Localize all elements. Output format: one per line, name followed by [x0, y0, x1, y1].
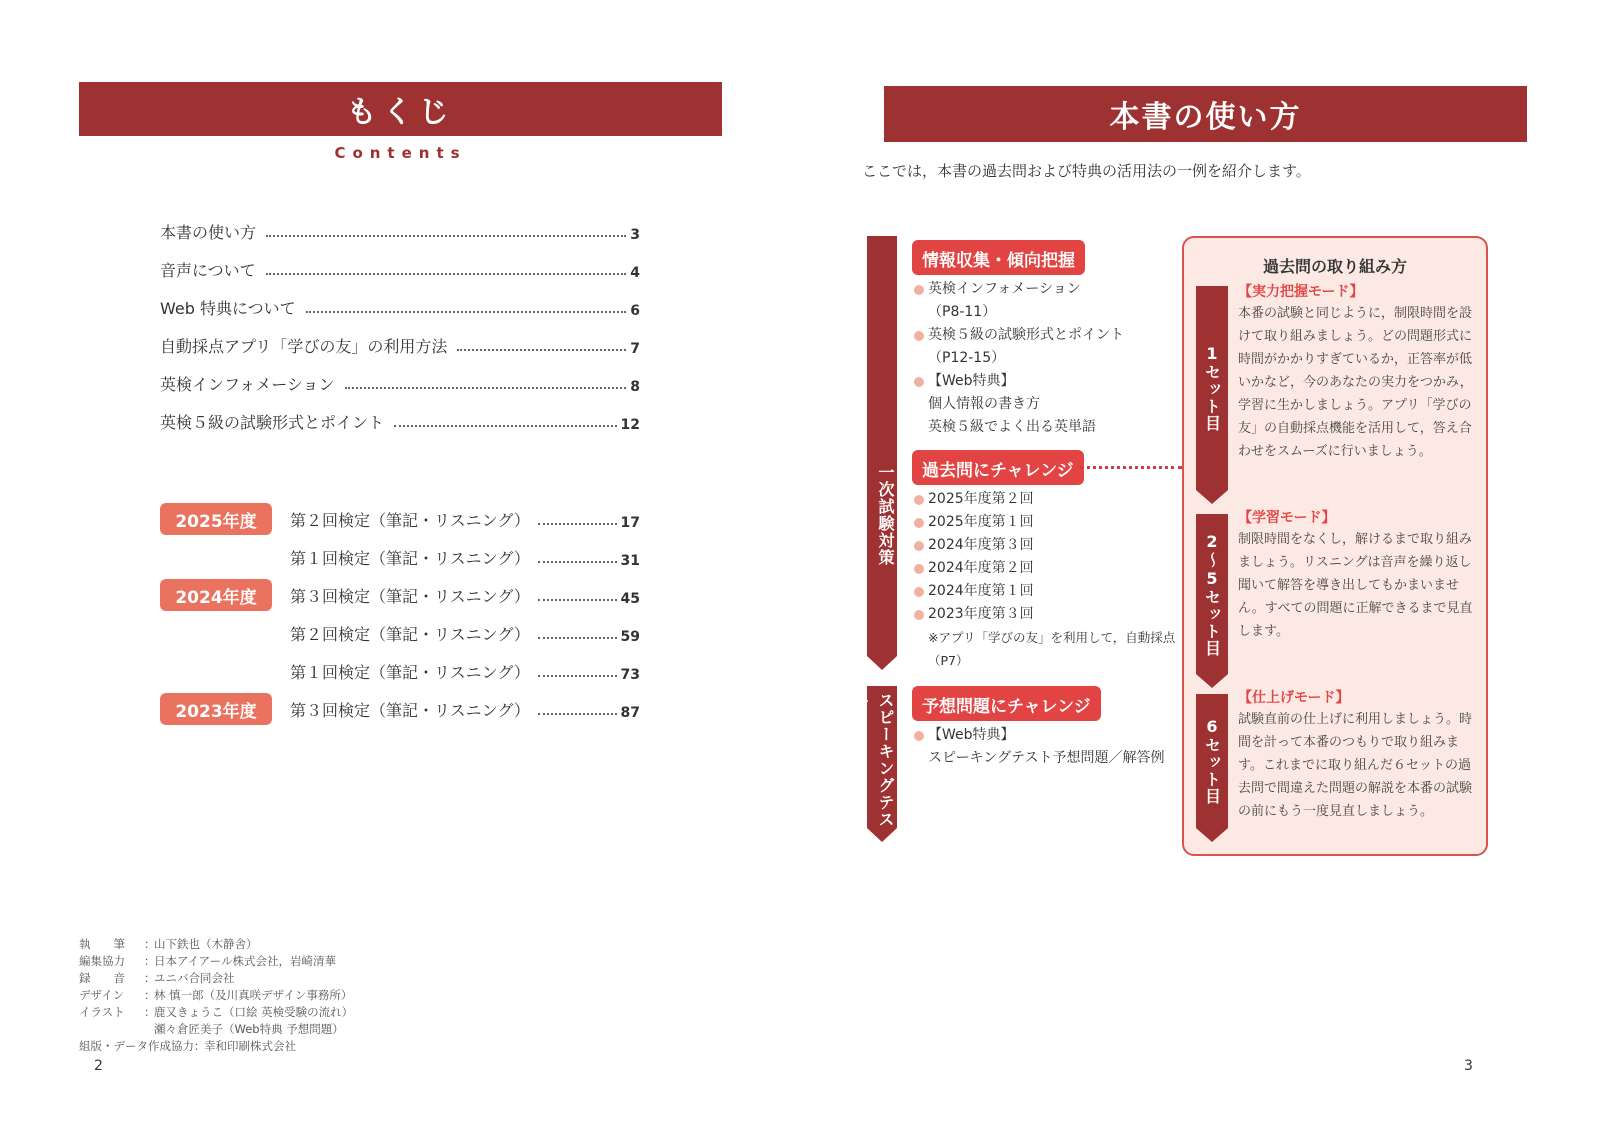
bullet-icon [914, 610, 924, 620]
leader-dots [394, 425, 617, 427]
leader-dots [306, 311, 627, 313]
bullet-icon [914, 377, 924, 387]
toc-page: 8 [630, 379, 640, 395]
mode-text: 試験直前の仕上げに利用しましょう。時間を計って本番のつもりで取り組みます。これまでに取り組んだ６セットの過去問で間違えた問題の解説を本番の試験の前にもう一度見直しましょう。 [1238, 712, 1473, 819]
toc-page: 12 [620, 417, 640, 433]
section-past-label: 過去問にチャレンジ [912, 450, 1084, 485]
exam-page: 87 [620, 705, 640, 721]
list-item: 2024年度第１回 [912, 580, 1175, 603]
set-1-arrow: 1セット目 [1196, 286, 1228, 490]
leader-dots [345, 387, 627, 389]
list-item: 2024年度第３回 [912, 534, 1175, 557]
toc-label: Web 特典について [160, 299, 296, 318]
exam-item[interactable] [160, 500, 640, 538]
page-number: 3 [1464, 1058, 1473, 1074]
credit-key: 録 音 [79, 971, 125, 985]
exam-label: 第２回検定（筆記・リスニング） [290, 511, 530, 530]
credit-value: ユニバ合同会社 [154, 971, 235, 985]
pred-list: 【Web特典】 スピーキングテスト予想問題／解答例 [912, 724, 1164, 770]
list-item: 2024年度第２回 [912, 557, 1175, 580]
leader-dots [266, 273, 627, 275]
exam-label: 第３回検定（筆記・リスニング） [290, 701, 530, 720]
note-text: ※アプリ「学びの友」を利用して，自動採点 [928, 630, 1176, 645]
mode-heading: 【学習モード】 [1238, 510, 1336, 526]
leader-dots [538, 599, 617, 601]
exam-item[interactable] [160, 614, 640, 652]
bullet-icon [914, 495, 924, 505]
year-badge: 2025年度 [160, 503, 272, 535]
toc-label: 音声について [160, 261, 256, 280]
bullet-icon [914, 331, 924, 341]
credit-value: 鹿又きょうこ（口絵 英検受験の流れ） [154, 1005, 354, 1019]
list-item: 2023年度第３回 [912, 603, 1175, 626]
list-item: 2025年度第１回 [912, 511, 1175, 534]
bullet-icon [914, 564, 924, 574]
exam-label: 第２回検定（筆記・リスニング） [290, 625, 530, 644]
bullet-icon [914, 731, 924, 741]
credit-value: 山下鉄也（木静舎） [154, 937, 258, 951]
leader-dots [538, 561, 617, 563]
toc-page: 6 [630, 303, 640, 319]
toc-item[interactable] [160, 205, 640, 243]
leader-dots [538, 637, 617, 639]
exam-list [160, 500, 640, 728]
info-list: 英検インフォメーション （P8-11） 英検５級の試験形式とポイント （P12-15） 【Web特典】 個人情報の書き方 英検５級でよく出る英単語 [912, 278, 1124, 439]
section-pred-label: 予想問題にチャレンジ [912, 686, 1101, 721]
note-text: （P7） [928, 653, 969, 668]
phase-first-exam-arrow: 一次試験対策 [867, 236, 897, 656]
credit-value: 幸和印刷株式会社 [204, 1039, 296, 1053]
exam-item[interactable] [160, 538, 640, 576]
toc-item[interactable] [160, 319, 640, 357]
list-item: 【Web特典】 [912, 724, 1164, 747]
contents-subtitle: Contents [334, 144, 467, 162]
bullet-icon [914, 518, 924, 528]
credit-key: デザイン [79, 988, 125, 1002]
phase-speaking-arrow: スピーキングテスト [867, 686, 897, 828]
leader-dots [266, 235, 626, 237]
set-6-arrow: 6セット目 [1196, 694, 1228, 828]
credit-key: 編集協力 [79, 954, 125, 968]
credit-value: 瀬々倉匠美子（Web特典 予想問題） [154, 1022, 344, 1036]
leader-dots [538, 523, 617, 525]
mode-heading: 【仕上げモード】 [1238, 690, 1350, 706]
exam-page: 31 [620, 553, 640, 569]
list-item: 英検５級の試験形式とポイント [912, 324, 1124, 347]
mode-heading: 【実力把握モード】 [1238, 284, 1364, 300]
mode-block [1238, 688, 1482, 823]
year-badge: 2023年度 [160, 693, 272, 725]
toc-item[interactable] [160, 243, 640, 281]
exam-item[interactable] [160, 652, 640, 690]
exam-label: 第３回検定（筆記・リスニング） [290, 587, 530, 606]
toc-item[interactable] [160, 357, 640, 395]
bullet-icon [914, 541, 924, 551]
toc-label: 自動採点アプリ「学びの友」の利用方法 [160, 337, 448, 356]
mode-block [1238, 282, 1482, 463]
mode-block [1238, 508, 1482, 643]
toc-page: 4 [630, 265, 640, 281]
list-item: 英検インフォメーション [912, 278, 1124, 301]
set-2-5-arrow: 2〜5セット目 [1196, 514, 1228, 674]
credit-key: 執 筆 [79, 937, 125, 951]
toc-list [160, 205, 640, 433]
right-page [800, 0, 1600, 1137]
toc-item[interactable] [160, 395, 640, 433]
credit-key: 組版・データ作成協力 [79, 1039, 194, 1053]
method-title: 過去問の取り組み方 [1262, 257, 1407, 276]
year-badge: 2024年度 [160, 579, 272, 611]
exam-label: 第１回検定（筆記・リスニング） [290, 549, 530, 568]
toc-label: 本書の使い方 [160, 223, 257, 242]
leader-dots [538, 713, 617, 715]
leader-dots [457, 349, 626, 351]
past-list [912, 488, 1175, 672]
exam-page: 59 [620, 629, 640, 645]
toc-page: 3 [630, 227, 640, 243]
dotted-connector [1080, 466, 1182, 469]
credit-value: 日本アイアール株式会社，岩崎清華 [154, 954, 337, 968]
mode-text: 制限時間をなくし，解けるまで取り組みましょう。リスニングは音声を繰り返し聞いて解答を導き出してもかまいません。すべての問題に正解できるまで見直します。 [1238, 532, 1473, 639]
how-to-use-title: 本書の使い方 [884, 86, 1527, 142]
bullet-icon [914, 285, 924, 295]
page-number: 2 [94, 1058, 103, 1074]
list-item: 【Web特典】 [912, 370, 1124, 393]
contents-title: もくじ [79, 82, 722, 136]
section-info-label: 情報収集・傾向把握 [912, 240, 1085, 275]
exam-page: 45 [620, 591, 640, 607]
method-box [1182, 236, 1488, 856]
exam-item[interactable] [160, 576, 640, 614]
exam-page: 17 [620, 515, 640, 531]
exam-label: 第１回検定（筆記・リスニング） [290, 663, 530, 682]
toc-label: 英検５級の試験形式とポイント [160, 413, 385, 432]
toc-item[interactable] [160, 281, 640, 319]
credits: 執 筆 ： 山下鉄也（木静舎） 編集協力 ： 日本アイアール株式会社，岩崎清華 録 音 ： ユニバ合同会社 デザイン ： 林 慎一郎（及川真咲デザイン事務所） イラスト ： 鹿又きょうこ（口絵 英検受験の流れ） 瀬々倉匠美子（Web特典 予想問題） 組版・データ作成協力 ： 幸和印刷株式会社 [79, 937, 354, 1053]
mode-text: 本番の試験と同じように，制限時間を設けて取り組みましょう。どの問題形式に時間がかかりすぎているか，正答率が低いかなど，今のあなたの実力をつかみ，学習に生かしましょう。アプリ「学びの友」の自動採点機能を活用して，答え合わせをスムーズに行いましょう。 [1238, 306, 1473, 459]
exam-page: 73 [620, 667, 640, 683]
toc-page: 7 [630, 341, 640, 357]
credit-value: 林 慎一郎（及川真咲デザイン事務所） [154, 988, 353, 1002]
exam-item[interactable] [160, 690, 640, 728]
toc-label: 英検インフォメーション [160, 375, 335, 394]
intro-text: ここでは，本書の過去問および特典の活用法の一例を紹介します。 [862, 162, 1311, 180]
bullet-icon [914, 587, 924, 597]
list-item: 2025年度第２回 [912, 488, 1175, 511]
leader-dots [538, 675, 617, 677]
credit-key: イラスト [79, 1005, 125, 1019]
